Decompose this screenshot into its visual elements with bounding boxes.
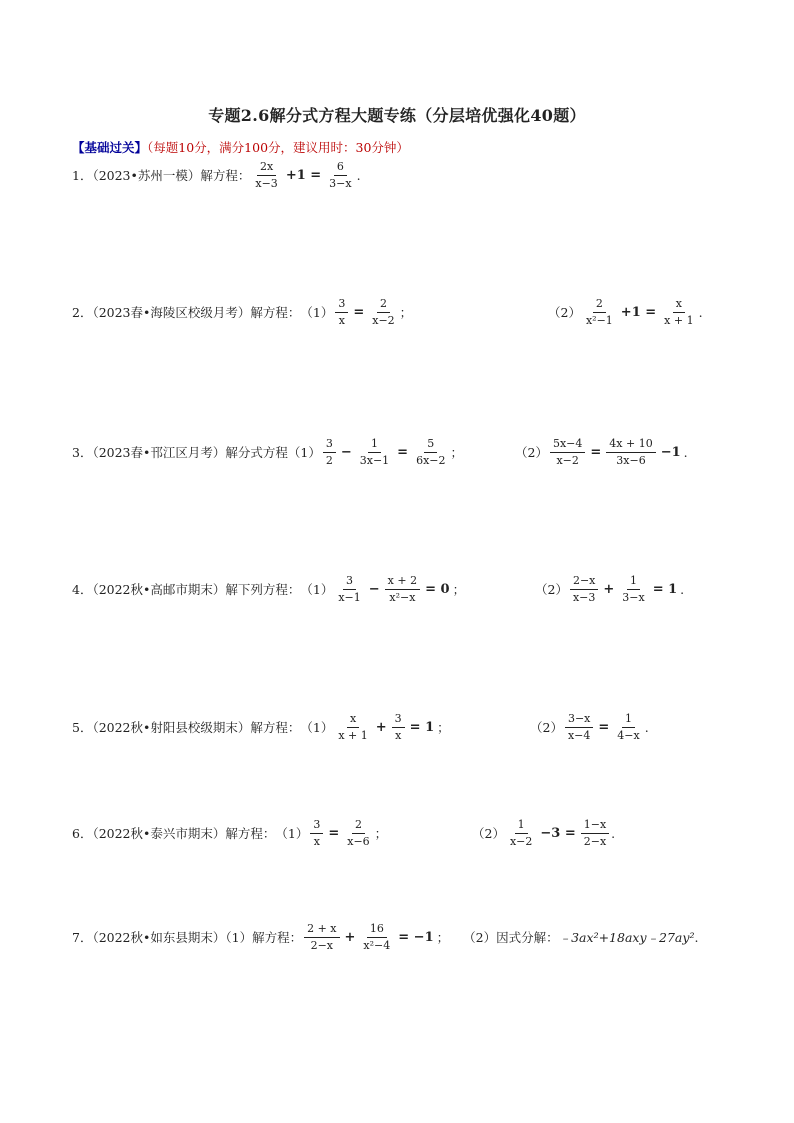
question-prefix: 2．（2023春•海陵区校级月考）解方程： [72,305,301,321]
numerator: 3 [392,712,405,728]
operator: − [368,581,380,597]
denominator: x + 1 [338,728,368,742]
equation [250,160,360,191]
numerator: 3 [335,297,348,313]
numerator: 2 [377,297,390,313]
fraction [335,297,348,328]
fraction [357,437,392,468]
part-label: （1） [300,582,334,598]
question-2 [72,297,412,328]
numerator: 5 [424,437,437,453]
end-punct: ； [436,930,450,946]
part-label: （2） [515,445,548,461]
fraction [570,574,598,605]
equals-sign: = [590,444,602,460]
question-7 [72,922,698,953]
end-punct: ； [452,582,466,598]
denominator: x−4 [567,728,591,742]
question-2-part-2 [548,297,703,328]
end-punct: ； [450,445,464,461]
numerator: 1 [622,712,635,728]
numerator: 2x [257,160,276,176]
part-label: （2）因式分解： [463,930,559,946]
numerator: 6 [334,160,347,176]
operator: + [375,719,387,735]
numerator: 1 [368,437,381,453]
fraction [252,160,280,191]
rhs-value: = −1 [398,929,434,945]
equation [568,574,684,605]
equals-sign: = [328,825,340,841]
denominator: x²−x [389,590,416,604]
numerator: 1−x [581,818,609,834]
end-punct: . [698,304,703,320]
equation [333,297,412,328]
operator: +1 = [285,167,322,183]
denominator: x²−4 [363,938,391,952]
numerator: 3−x [565,712,593,728]
fraction [392,712,405,743]
denominator: x + 1 [664,313,694,327]
equation [333,712,449,743]
fraction [583,297,616,328]
end-punct: . [611,825,616,841]
denominator: 2−x [310,938,334,952]
question-3-part-2 [515,437,688,468]
numerator: 3 [310,818,323,834]
page-title: 专题2.6解分式方程大题专练（分层培优强化40题） [208,106,586,125]
equation [302,922,449,953]
part-label: （2） [548,305,581,321]
equation [321,437,463,468]
fraction [565,712,593,743]
part-label: （1） [300,720,334,736]
numerator: x + 2 [385,574,420,590]
equation [548,437,688,468]
denominator: 3−x [329,176,352,190]
denominator: x [313,834,320,848]
fraction [369,297,397,328]
numerator: 1 [515,818,528,834]
fraction [619,574,647,605]
question-prefix: 1．（2023•苏州一模）解方程： [72,168,251,184]
operator: − [340,444,352,460]
end-punct: . [694,929,699,945]
denominator: 4−x [617,728,640,742]
numerator: x [673,297,685,313]
denominator: x−2 [509,834,533,848]
question-4-part-2 [535,574,684,605]
question-3 [72,437,463,468]
fraction [310,818,323,849]
operator: + [603,581,615,597]
denominator: 3x−6 [616,453,646,467]
denominator: x²−1 [585,313,613,327]
end-punct: . [644,719,649,735]
question-6-part-2 [472,818,615,849]
fraction [581,818,609,849]
fraction [413,437,448,468]
numerator: 16 [367,922,387,938]
part-label: （1） [300,305,334,321]
rhs-value: = 1 [409,719,435,735]
numerator: 2 [352,818,365,834]
numerator: 2 [593,297,606,313]
equation [333,574,465,605]
denominator: 3x−1 [359,453,390,467]
question-prefix: 6．（2022秋•泰兴市期末）解方程： [72,826,276,842]
numerator: 5x−4 [550,437,585,453]
end-punct: . [680,581,685,597]
fraction [323,437,336,468]
denominator: x−1 [338,590,361,604]
fraction [550,437,585,468]
fraction [661,297,696,328]
question-prefix: 5．（2022秋•射阳县校级期末）解方程： [72,720,301,736]
part-label: （2） [472,826,505,842]
fraction [344,818,372,849]
denominator: 3−x [622,590,645,604]
denominator: x−3 [255,176,278,190]
section-tag: 【基础过关】 [72,140,148,155]
numerator: 4x + 10 [606,437,655,453]
question-1 [72,160,361,191]
numerator: x [347,712,359,728]
question-prefix: 4．（2022秋•高邮市期末）解下列方程： [72,582,301,598]
equation [308,818,387,849]
question-4 [72,574,465,605]
numerator: 3 [323,437,336,453]
factor-expression: ﹣3ax²+18axy﹣27ay² [558,930,695,946]
numerator: 3 [343,574,356,590]
operator: +1 = [620,304,657,320]
fraction [614,712,642,743]
part-label: （1） [275,826,309,842]
question-5 [72,712,450,743]
denominator: x [395,728,402,742]
operator: −3 = [540,825,576,841]
numerator: 2 + x [304,922,339,938]
end-punct: ； [374,826,388,842]
denominator: x−3 [572,590,596,604]
question-6 [72,818,387,849]
equation [581,297,703,328]
equals-sign: = [598,719,610,735]
part-label: （2） [535,582,568,598]
denominator: 2−x [583,834,607,848]
question-5-part-2 [530,712,649,743]
numerator: 1 [627,574,640,590]
fraction [326,160,354,191]
fraction [385,574,420,605]
operator: −1 [660,444,681,460]
denominator: 6x−2 [416,453,446,467]
end-punct: . [683,444,688,460]
denominator: x−2 [556,453,579,467]
equation [563,712,649,743]
operator: + [344,929,356,945]
fraction [304,922,339,953]
denominator: x [338,313,345,327]
question-prefix: 7．（2022秋•如东县期末）（1）解方程： [72,930,303,946]
equals-sign: = [397,444,409,460]
equals-sign: = [353,304,365,320]
end-punct: . [356,167,361,183]
numerator: 2−x [570,574,598,590]
fraction [335,712,370,743]
fraction [335,574,363,605]
rhs-value: = 1 [652,581,678,597]
fraction [360,922,393,953]
end-punct: ； [437,720,450,736]
equation [505,818,615,849]
question-prefix: 3．（2023春•邗江区月考）解分式方程 [72,445,288,461]
end-punct: ； [399,305,413,321]
rhs-value: = 0 [425,581,450,597]
section-header [72,138,409,156]
part-label: （2） [530,720,563,736]
fraction [606,437,655,468]
denominator: x−6 [347,834,370,848]
denominator: 2 [325,453,333,467]
section-note: （每题10分，满分100分，建议用时：30分钟） [147,140,409,155]
fraction [507,818,535,849]
denominator: x−2 [372,313,395,327]
part-label: （1） [287,445,321,461]
